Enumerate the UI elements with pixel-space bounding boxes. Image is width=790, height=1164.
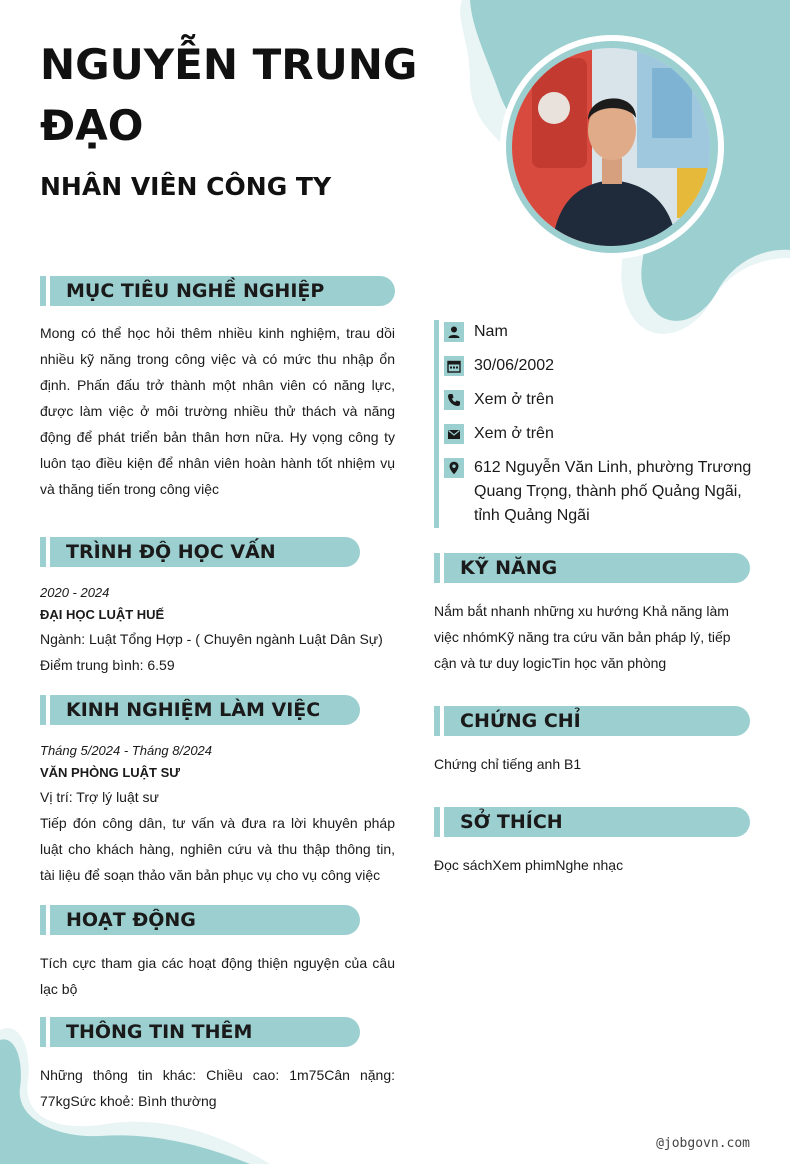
candidate-name: NGUYỄN TRUNG ĐẠO xyxy=(40,40,418,150)
activities-text: Tích cực tham gia các hoạt động thiện nguyện của câu lạc bộ xyxy=(40,955,395,997)
experience-company: VĂN PHÒNG LUẬT SƯ xyxy=(40,765,181,780)
experience-description: Tiếp đón công dân, tư vấn và đưa ra lời khuyên pháp luật cho khách hàng, nghiên cứu và thu thập thông tin, tài liệu để soạn thảo văn bản phục vụ cho vụ công việc xyxy=(40,815,395,883)
mail-icon xyxy=(444,424,464,444)
contact-gender xyxy=(444,320,764,344)
education-school: ĐẠI HỌC LUẬT HUẾ xyxy=(40,607,165,622)
contact-divider xyxy=(434,320,439,528)
section-education-heading: TRÌNH ĐỘ HỌC VẤN xyxy=(40,537,360,567)
phone-value: Xem ở trên xyxy=(474,391,554,408)
skills-text: Nắm bắt nhanh những xu hướng Khả năng làm việc nhómKỹ năng tra cứu văn bản pháp lý, tiếp cận và tư duy logicTin học văn phòng xyxy=(434,603,731,671)
section-activities-heading: HOẠT ĐỘNG xyxy=(40,905,360,935)
hobbies-text: Đọc sáchXem phimNghe nhạc xyxy=(434,857,624,873)
objective-text: Mong có thể học hỏi thêm nhiều kinh nghiệm, trau dồi nhiều kỹ năng trong công việc và có mức thu nhập ổn định. Phấn đấu trở thành một nhân viên có năng lực, được làm việc ở môi trường nhiều thử thách và năng động để phát triển bản thân hơn nữa. Hy vọng công ty luôn tạo điều kiện để nhân viên hoàn hành tốt nhiệm vụ và thăng tiến trong công việc xyxy=(40,325,395,497)
section-objective-heading: MỤC TIÊU NGHỀ NGHIỆP xyxy=(40,276,395,306)
profile-photo xyxy=(512,48,710,246)
contact-birthday xyxy=(444,354,764,378)
education-block xyxy=(40,582,400,678)
contact-address xyxy=(444,456,764,528)
address-value: 612 Nguyễn Văn Linh, phường Trương Quang Trọng, thành phố Quảng Ngãi, tỉnh Quảng Ngãi xyxy=(474,459,752,524)
education-gpa: Điểm trung bình: 6.59 xyxy=(40,657,175,673)
birthday-value: 30/06/2002 xyxy=(474,357,555,374)
phone-icon xyxy=(444,390,464,410)
section-hobbies-heading: SỞ THÍCH xyxy=(434,807,750,837)
person-icon xyxy=(444,322,464,342)
email-value: Xem ở trên xyxy=(474,425,554,442)
section-additional-heading: THÔNG TIN THÊM xyxy=(40,1017,360,1047)
section-skills-heading: KỸ NĂNG xyxy=(434,553,750,583)
additional-text: Những thông tin khác: Chiều cao: 1m75Cân nặng: 77kgSức khoẻ: Bình thường xyxy=(40,1067,395,1109)
contact-phone xyxy=(444,388,764,412)
education-major: Ngành: Luật Tổng Hợp - ( Chuyên ngành Luật Dân Sự) xyxy=(40,631,383,647)
gender-value: Nam xyxy=(474,323,508,340)
certificates-text: Chứng chỉ tiếng anh B1 xyxy=(434,756,582,772)
location-pin-icon xyxy=(444,458,464,478)
experience-position: Vị trí: Trợ lý luật sư xyxy=(40,789,159,805)
education-period: 2020 - 2024 xyxy=(40,585,110,600)
experience-block xyxy=(40,740,395,888)
footer-watermark: @jobgovn.com xyxy=(656,1136,750,1151)
section-certificates-heading: CHỨNG CHỈ xyxy=(434,706,750,736)
contact-email xyxy=(444,422,764,446)
section-experience-heading: KINH NGHIỆM LÀM VIỆC xyxy=(40,695,360,725)
calendar-icon xyxy=(444,356,464,376)
experience-period: Tháng 5/2024 - Tháng 8/2024 xyxy=(40,743,213,758)
job-title: NHÂN VIÊN CÔNG TY xyxy=(40,172,332,201)
